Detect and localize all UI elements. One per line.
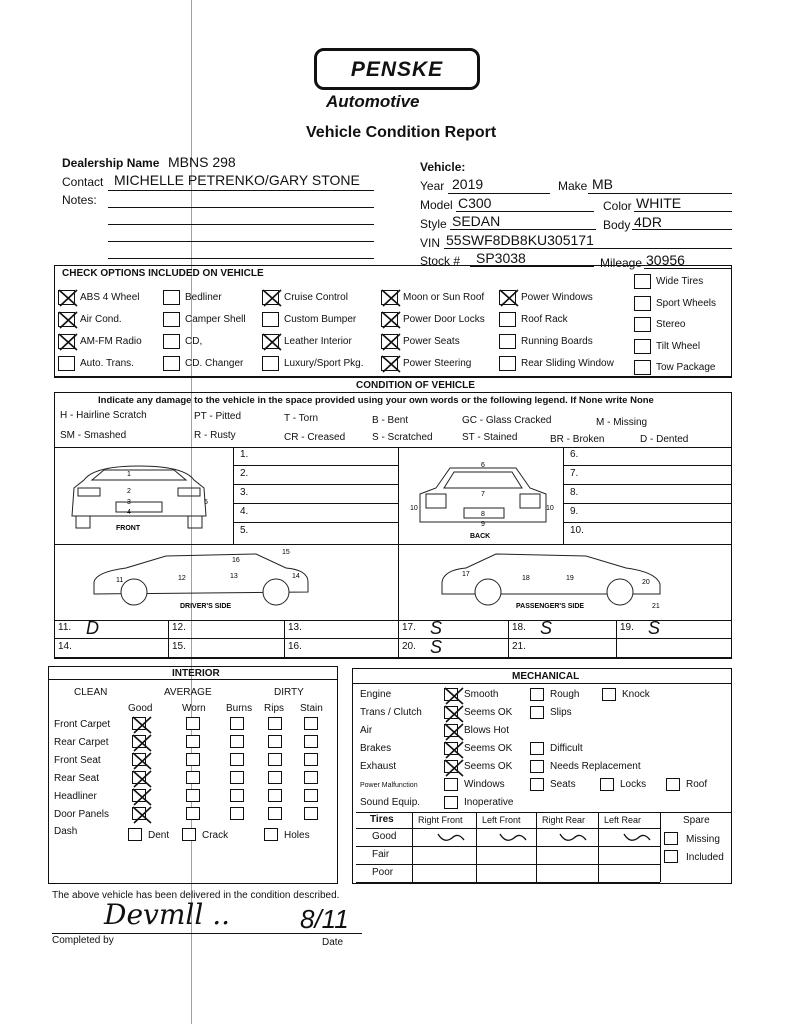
interior-checkbox[interactable] (132, 753, 146, 766)
interior-checkbox[interactable] (186, 807, 200, 820)
damage-row-label: 1. (240, 449, 249, 460)
interior-title: INTERIOR (172, 668, 220, 679)
interior-row-label: Door Panels (54, 809, 110, 820)
mech-checkbox-windows[interactable] (444, 778, 458, 791)
body-value[interactable]: 4DR (634, 214, 663, 230)
mech-row-label: Exhaust (360, 761, 397, 772)
interior-row-label: Rear Seat (54, 773, 100, 784)
year-value[interactable]: 2019 (452, 176, 484, 192)
mech-option-label: Knock (622, 689, 650, 700)
date-label: Date (322, 937, 344, 948)
grid-cell-label: 13. (288, 622, 302, 633)
interior-checkbox[interactable] (186, 735, 200, 748)
contact-value[interactable]: MICHELLE PETRENKO/GARY STONE (114, 172, 360, 188)
option-label: CD, (185, 336, 203, 347)
interior-row-label: Headliner (54, 791, 97, 802)
mech-option-label: Seats (550, 779, 576, 790)
option-checkbox-bedliner[interactable] (163, 290, 180, 305)
interior-checkbox[interactable] (132, 717, 146, 730)
option-checkbox-cd-changer[interactable] (163, 356, 180, 371)
tire-row-label: Fair (372, 849, 390, 860)
dash-option-label: Dent (148, 830, 170, 841)
grid-cell-label: 17. (402, 622, 416, 633)
option-label: Luxury/Sport Pkg. (284, 358, 364, 369)
interior-col-stain: Stain (300, 703, 323, 714)
stock-value[interactable]: SP3038 (476, 250, 526, 266)
interior-checkbox[interactable] (132, 735, 146, 748)
svg-text:19: 19 (566, 575, 574, 582)
damage-row-label: 7. (570, 468, 579, 479)
mileage-label: Mileage (600, 256, 643, 270)
logo-brand: PENSKE (350, 58, 444, 81)
interior-checkbox[interactable] (230, 771, 244, 784)
svg-text:12: 12 (178, 575, 186, 582)
interior-checkbox[interactable] (268, 717, 282, 730)
option-label: ABS 4 Wheel (80, 292, 140, 303)
spare-option-label: Included (686, 852, 724, 863)
driver-side-label: DRIVER'S SIDE (180, 603, 232, 610)
svg-text:16: 16 (232, 557, 240, 564)
mech-checkbox-difficult[interactable] (530, 742, 544, 755)
option-label: Stereo (656, 319, 686, 330)
mech-checkbox-locks[interactable] (600, 778, 614, 791)
interior-checkbox[interactable] (132, 789, 146, 802)
svg-text:3: 3 (127, 499, 131, 506)
svg-text:21: 21 (652, 603, 660, 610)
mech-row-label: Engine (360, 689, 392, 700)
interior-checkbox[interactable] (186, 753, 200, 766)
car-passenger-side-diagram (436, 548, 672, 614)
mech-checkbox-roof[interactable] (666, 778, 680, 791)
interior-checkbox[interactable] (186, 717, 200, 730)
tire-good-mark[interactable] (436, 830, 466, 849)
option-checkbox-tow-package[interactable] (634, 360, 651, 375)
mech-option-label: Slips (550, 707, 572, 718)
svg-text:7: 7 (481, 491, 485, 498)
passenger-side-label: PASSENGER'S SIDE (516, 603, 585, 610)
option-label: Leather Interior (284, 336, 352, 347)
legend-item: GC - Glass Cracked (462, 415, 552, 426)
option-checkbox-power-windows[interactable] (499, 290, 516, 305)
svg-text:2: 2 (127, 488, 131, 495)
interior-average: AVERAGE (164, 687, 212, 698)
option-label: Bedliner (185, 292, 222, 303)
legend-item: S - Scratched (372, 432, 433, 443)
damage-row-label: 2. (240, 468, 249, 479)
option-label: Camper Shell (185, 314, 246, 325)
mech-checkbox-seats[interactable] (530, 778, 544, 791)
tire-col-right-front: Right Front (418, 815, 463, 825)
option-checkbox-air-cond[interactable] (58, 312, 75, 327)
interior-checkbox[interactable] (304, 789, 318, 802)
interior-checkbox[interactable] (304, 753, 318, 766)
tire-good-mark[interactable] (498, 830, 528, 849)
option-label: Rear Sliding Window (521, 358, 614, 369)
mech-checkbox-blows-hot[interactable] (444, 724, 458, 737)
options-title: CHECK OPTIONS INCLUDED ON VEHICLE (62, 268, 264, 279)
tire-row-label: Poor (372, 867, 394, 878)
stock-label: Stock # (420, 254, 461, 268)
svg-text:5: 5 (204, 499, 208, 506)
mech-row-label: Air (360, 725, 373, 736)
svg-text:13: 13 (230, 573, 238, 580)
dash-checkbox-crack[interactable] (182, 828, 196, 841)
grid-cell-value[interactable]: S (430, 637, 443, 657)
svg-text:8: 8 (481, 511, 485, 518)
dash-checkbox-dent[interactable] (128, 828, 142, 841)
style-label: Style (420, 217, 447, 231)
option-checkbox-auto-trans[interactable] (58, 356, 75, 371)
interior-checkbox[interactable] (186, 771, 200, 784)
body-label: Body (603, 218, 631, 232)
damage-row-label: 8. (570, 487, 579, 498)
legend-item: ST - Stained (462, 432, 518, 443)
mech-row-label: Power Malfunction (360, 782, 418, 789)
tires-label: Tires (370, 814, 394, 825)
option-label: Wide Tires (656, 276, 704, 287)
svg-text:17: 17 (462, 571, 470, 578)
mech-checkbox-smooth[interactable] (444, 688, 458, 701)
option-checkbox-rear-sliding-window[interactable] (499, 356, 516, 371)
dealership-label: Dealership Name (62, 156, 160, 170)
dash-label: Dash (54, 826, 78, 837)
dash-option-label: Holes (284, 830, 310, 841)
mech-option-label: Seems OK (464, 761, 513, 772)
option-checkbox-roof-rack[interactable] (499, 312, 516, 327)
grid-cell-value[interactable]: S (648, 618, 661, 638)
tire-col-right-rear: Right Rear (542, 815, 586, 825)
page-title: Vehicle Condition Report (306, 124, 497, 141)
option-checkbox-cruise-control[interactable] (262, 290, 279, 305)
make-value[interactable]: MB (592, 176, 613, 192)
car-front-diagram (64, 458, 214, 538)
option-checkbox-sport-wheels[interactable] (634, 296, 651, 311)
completed-by-label: Completed by (52, 935, 114, 946)
interior-checkbox[interactable] (304, 717, 318, 730)
style-value[interactable]: SEDAN (452, 213, 501, 229)
spare-option-label: Missing (686, 834, 720, 845)
interior-checkbox[interactable] (230, 735, 244, 748)
back-label: BACK (470, 533, 491, 540)
mech-option-label: Roof (686, 779, 708, 790)
mech-checkbox-rough[interactable] (530, 688, 544, 701)
color-value[interactable]: WHITE (636, 195, 682, 211)
interior-checkbox[interactable] (186, 789, 200, 802)
legend-item: M - Missing (596, 417, 648, 428)
tire-good-mark[interactable] (558, 830, 588, 849)
mech-option-label: Seems OK (464, 707, 513, 718)
grid-cell-value[interactable]: S (540, 618, 553, 638)
option-label: Power Seats (403, 336, 460, 347)
option-checkbox-leather-interior[interactable] (262, 334, 279, 349)
grid-cell-label: 18. (512, 622, 526, 633)
interior-checkbox[interactable] (268, 735, 282, 748)
svg-text:9: 9 (481, 521, 485, 528)
spare-label: Spare (683, 815, 710, 826)
option-label: Auto. Trans. (80, 358, 134, 369)
interior-row-label: Rear Carpet (54, 737, 109, 748)
mech-option-label: Inoperative (464, 797, 514, 808)
interior-checkbox[interactable] (230, 807, 244, 820)
mech-option-label: Blows Hot (464, 725, 510, 736)
damage-row-label: 10. (570, 525, 584, 536)
option-checkbox-abs-4-wheel[interactable] (58, 290, 75, 305)
legend-item: SM - Smashed (60, 430, 127, 441)
damage-row-label: 3. (240, 487, 249, 498)
interior-col-rips: Rips (264, 703, 285, 714)
legend-item: CR - Creased (284, 432, 346, 443)
svg-text:11: 11 (116, 577, 124, 584)
tire-col-left-front: Left Front (482, 815, 521, 825)
mileage-value[interactable]: 30956 (646, 252, 685, 268)
tire-row-label: Good (372, 831, 397, 842)
car-back-diagram (408, 458, 558, 542)
mech-row-label: Trans / Clutch (360, 707, 422, 718)
interior-col-good: Good (128, 703, 153, 714)
option-label: Power Door Locks (403, 314, 485, 325)
grid-cell-label: 19. (620, 622, 634, 633)
svg-text:15: 15 (282, 549, 290, 556)
interior-col-burns: Burns (226, 703, 253, 714)
logo-subbrand: Automotive (326, 92, 420, 111)
interior-checkbox[interactable] (268, 771, 282, 784)
mech-option-label: Needs Replacement (550, 761, 641, 772)
svg-text:10: 10 (546, 505, 554, 512)
damage-row-label: 9. (570, 506, 579, 517)
interior-checkbox[interactable] (268, 807, 282, 820)
grid-cell-label: 12. (172, 622, 186, 633)
legend-item: D - Dented (640, 434, 689, 445)
option-checkbox-luxury-sport-pkg[interactable] (262, 356, 279, 371)
option-label: Custom Bumper (284, 314, 357, 325)
dealership-value[interactable]: MBNS 298 (168, 154, 236, 170)
option-label: AM-FM Radio (80, 336, 142, 347)
grid-cell-label: 15. (172, 641, 186, 652)
condition-title: CONDITION OF VEHICLE (356, 380, 475, 391)
grid-cell-label: 16. (288, 641, 302, 652)
mechanical-title: MECHANICAL (512, 671, 580, 682)
option-checkbox-moon-or-sun-roof[interactable] (381, 290, 398, 305)
option-checkbox-wide-tires[interactable] (634, 274, 651, 289)
grid-cell-value[interactable]: D (86, 618, 99, 638)
mech-option-label: Rough (550, 689, 580, 700)
option-label: CD. Changer (185, 358, 244, 369)
interior-row-label: Front Carpet (54, 719, 111, 730)
interior-checkbox[interactable] (230, 717, 244, 730)
vin-label: VIN (420, 236, 441, 250)
interior-checkbox[interactable] (230, 753, 244, 766)
mech-row-label: Brakes (360, 743, 392, 754)
interior-checkbox[interactable] (304, 735, 318, 748)
interior-checkbox[interactable] (268, 789, 282, 802)
option-checkbox-tilt-wheel[interactable] (634, 339, 651, 354)
interior-row-label: Front Seat (54, 755, 101, 766)
mech-checkbox-knock[interactable] (602, 688, 616, 701)
option-label: Tow Package (656, 362, 716, 373)
spare-checkbox-missing[interactable] (664, 832, 678, 845)
option-label: Roof Rack (521, 314, 568, 325)
svg-text:18: 18 (522, 575, 530, 582)
damage-row-label: 5. (240, 525, 249, 536)
interior-checkbox[interactable] (268, 753, 282, 766)
penske-logo (314, 48, 480, 90)
interior-checkbox[interactable] (304, 807, 318, 820)
mech-option-label: Locks (620, 779, 647, 790)
legend-item: R - Rusty (194, 430, 236, 441)
model-value[interactable]: C300 (458, 195, 492, 211)
option-checkbox-power-seats[interactable] (381, 334, 398, 349)
legend-item: BR - Broken (550, 434, 605, 445)
option-label: Running Boards (521, 336, 593, 347)
legend-item: PT - Pitted (194, 411, 242, 422)
tire-col-left-rear: Left Rear (604, 815, 642, 825)
grid-cell-label: 21. (512, 641, 526, 652)
option-label: Air Cond. (80, 314, 122, 325)
mech-checkbox-needs-replacement[interactable] (530, 760, 544, 773)
make-label: Make (558, 179, 588, 193)
mech-row-label: Sound Equip. (360, 797, 421, 808)
delivered-statement: The above vehicle has been delivered in the condition described. (52, 890, 340, 901)
svg-text:1: 1 (127, 471, 131, 478)
date-value[interactable]: 8/11 (300, 904, 349, 934)
damage-row-label: 6. (570, 449, 579, 460)
interior-checkbox[interactable] (304, 771, 318, 784)
interior-checkbox[interactable] (132, 771, 146, 784)
mech-checkbox-inoperative[interactable] (444, 796, 458, 809)
option-checkbox-am-fm-radio[interactable] (58, 334, 75, 349)
interior-clean: CLEAN (74, 687, 108, 698)
option-checkbox-power-door-locks[interactable] (381, 312, 398, 327)
option-label: Power Windows (521, 292, 593, 303)
option-label: Cruise Control (284, 292, 348, 303)
legend-item: T - Torn (284, 413, 319, 424)
grid-cell-label: 11. (58, 622, 72, 633)
legend-item: H - Hairline Scratch (60, 410, 147, 421)
mech-option-label: Windows (464, 779, 505, 790)
dash-option-label: Crack (202, 830, 229, 841)
option-checkbox-running-boards[interactable] (499, 334, 516, 349)
interior-col-worn: Worn (182, 703, 206, 714)
svg-text:10: 10 (410, 505, 418, 512)
option-label: Moon or Sun Roof (403, 292, 485, 303)
svg-text:20: 20 (642, 579, 650, 586)
interior-checkbox[interactable] (132, 807, 146, 820)
spare-checkbox-included[interactable] (664, 850, 678, 863)
interior-dirty: DIRTY (274, 687, 304, 698)
mech-option-label: Smooth (464, 689, 499, 700)
vin-value[interactable]: 55SWF8DB8KU305171 (446, 232, 594, 248)
car-driver-side-diagram (86, 548, 316, 614)
dash-checkbox-holes[interactable] (264, 828, 278, 841)
option-checkbox-custom-bumper[interactable] (262, 312, 279, 327)
option-checkbox-stereo[interactable] (634, 317, 651, 332)
option-checkbox-power-steering[interactable] (381, 356, 398, 371)
option-label: Power Steering (403, 358, 472, 369)
legend-item: B - Bent (372, 415, 409, 426)
option-checkbox-camper-shell[interactable] (163, 312, 180, 327)
grid-cell-label: 20. (402, 641, 416, 652)
mech-option-label: Seems OK (464, 743, 513, 754)
option-label: Sport Wheels (656, 297, 717, 309)
interior-checkbox[interactable] (230, 789, 244, 802)
option-checkbox-cd[interactable] (163, 334, 180, 349)
damage-row-label: 4. (240, 506, 249, 517)
notes-label: Notes: (62, 193, 97, 207)
mech-option-label: Difficult (550, 743, 583, 754)
svg-text:4: 4 (127, 509, 131, 516)
tire-good-mark[interactable] (622, 830, 652, 849)
color-label: Color (603, 199, 632, 213)
grid-cell-value[interactable]: S (430, 618, 443, 638)
vehicle-label: Vehicle: (420, 160, 466, 174)
signature[interactable]: Devmll .. (104, 898, 230, 931)
grid-cell-label: 14. (58, 641, 72, 652)
year-label: Year (420, 179, 445, 193)
mech-checkbox-slips[interactable] (530, 706, 544, 719)
mech-checkbox-seems-ok[interactable] (444, 742, 458, 755)
mech-checkbox-seems-ok[interactable] (444, 760, 458, 773)
condition-instructions: Indicate any damage to the vehicle in the space provided using your own words or the following legend. If None write None (98, 395, 654, 406)
option-label: Tilt Wheel (656, 340, 701, 352)
model-label: Model (420, 198, 453, 212)
svg-text:6: 6 (481, 462, 485, 469)
front-label: FRONT (116, 525, 141, 532)
mech-checkbox-seems-ok[interactable] (444, 706, 458, 719)
contact-label: Contact (62, 175, 104, 189)
svg-text:14: 14 (292, 573, 300, 580)
